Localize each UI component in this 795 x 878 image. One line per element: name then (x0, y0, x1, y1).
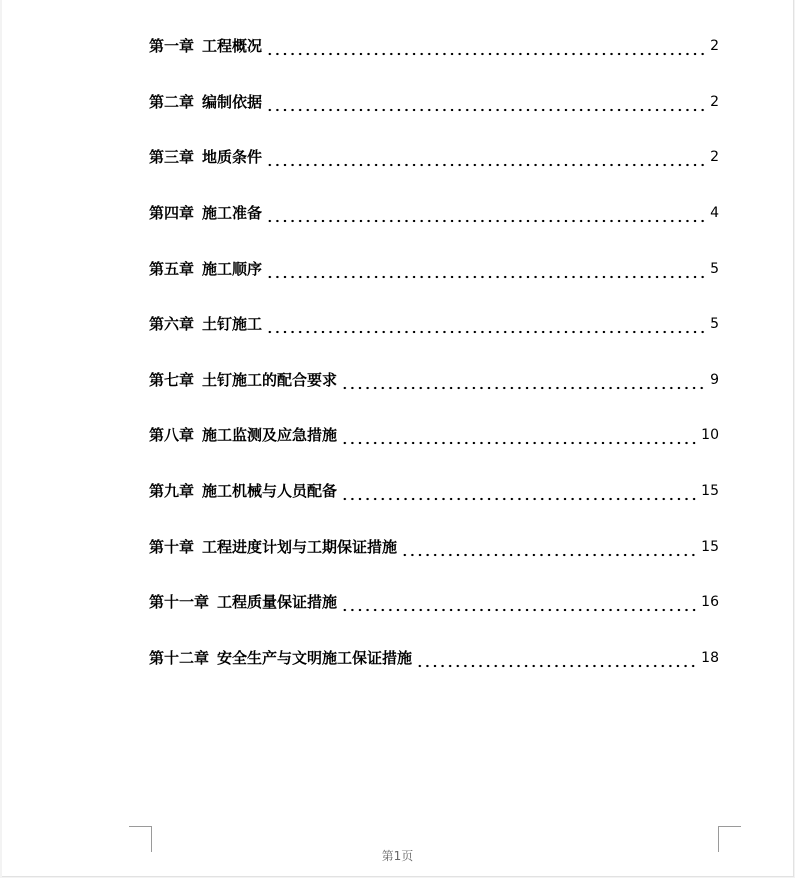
toc-chapter-number: 第三章 (149, 148, 195, 166)
toc-entry[interactable] (149, 146, 719, 168)
toc-entry[interactable] (149, 647, 719, 669)
toc-dot-leader (266, 146, 706, 168)
toc-page-number: 10 (701, 427, 719, 443)
toc-chapter-number: 第六章 (149, 315, 195, 333)
toc-chapter-title: 编制依据 (202, 93, 263, 111)
toc-chapter-number: 第十二章 (149, 649, 210, 667)
toc-page-number: 2 (710, 149, 719, 165)
toc-entry[interactable] (149, 35, 719, 57)
toc-chapter-title: 施工机械与人员配备 (202, 482, 338, 500)
toc-dot-leader (416, 647, 697, 669)
document-page (2, 0, 794, 877)
toc-chapter-title: 地质条件 (202, 148, 263, 166)
toc-page-number: 5 (710, 316, 719, 332)
toc-page-number: 15 (701, 539, 719, 555)
toc-chapter-title: 安全生产与文明施工保证措施 (217, 649, 413, 667)
toc-entry[interactable] (149, 424, 719, 446)
toc-chapter-number: 第九章 (149, 482, 195, 500)
toc-dot-leader (341, 480, 697, 502)
toc-chapter-number: 第四章 (149, 204, 195, 222)
toc-entry[interactable] (149, 480, 719, 502)
toc-chapter-number: 第十一章 (149, 593, 210, 611)
toc-chapter-number: 第一章 (149, 37, 195, 55)
toc-entry[interactable] (149, 202, 719, 224)
toc-page-number: 9 (710, 372, 719, 388)
toc-entry[interactable] (149, 369, 719, 391)
toc-dot-leader (341, 424, 697, 446)
toc-chapter-title: 土钉施工 (202, 315, 263, 333)
toc-chapter-title: 施工顺序 (202, 260, 263, 278)
toc-dot-leader (341, 591, 697, 613)
toc-chapter-title: 工程质量保证措施 (217, 593, 338, 611)
toc-chapter-title: 施工准备 (202, 204, 263, 222)
toc-dot-leader (266, 202, 706, 224)
toc-dot-leader (266, 91, 706, 113)
toc-chapter-title: 工程进度计划与工期保证措施 (202, 538, 398, 556)
toc-chapter-number: 第二章 (149, 93, 195, 111)
toc-chapter-title: 施工监测及应急措施 (202, 426, 338, 444)
toc-dot-leader (266, 35, 706, 57)
toc-chapter-number: 第七章 (149, 371, 195, 389)
toc-dot-leader (401, 536, 697, 558)
toc-page-number: 2 (710, 38, 719, 54)
toc-chapter-number: 第五章 (149, 260, 195, 278)
toc-chapter-number: 第八章 (149, 426, 195, 444)
toc-dot-leader (341, 369, 706, 391)
toc-page-number: 5 (710, 261, 719, 277)
toc-entry[interactable] (149, 536, 719, 558)
toc-page-number: 18 (701, 650, 719, 666)
toc-entry[interactable] (149, 91, 719, 113)
page-footer-number: 第1页 (381, 849, 414, 863)
toc-entry[interactable] (149, 313, 719, 335)
toc-chapter-number: 第十章 (149, 538, 195, 556)
toc-entry[interactable] (149, 258, 719, 280)
toc-page-number: 2 (710, 94, 719, 110)
toc-page-number: 15 (701, 483, 719, 499)
toc-chapter-title: 工程概况 (202, 37, 263, 55)
toc-entry[interactable] (149, 591, 719, 613)
toc-dot-leader (266, 313, 706, 335)
toc-dot-leader (266, 258, 706, 280)
toc-chapter-title: 土钉施工的配合要求 (202, 371, 338, 389)
toc-page-number: 4 (710, 205, 719, 221)
toc-page-number: 16 (701, 594, 719, 610)
